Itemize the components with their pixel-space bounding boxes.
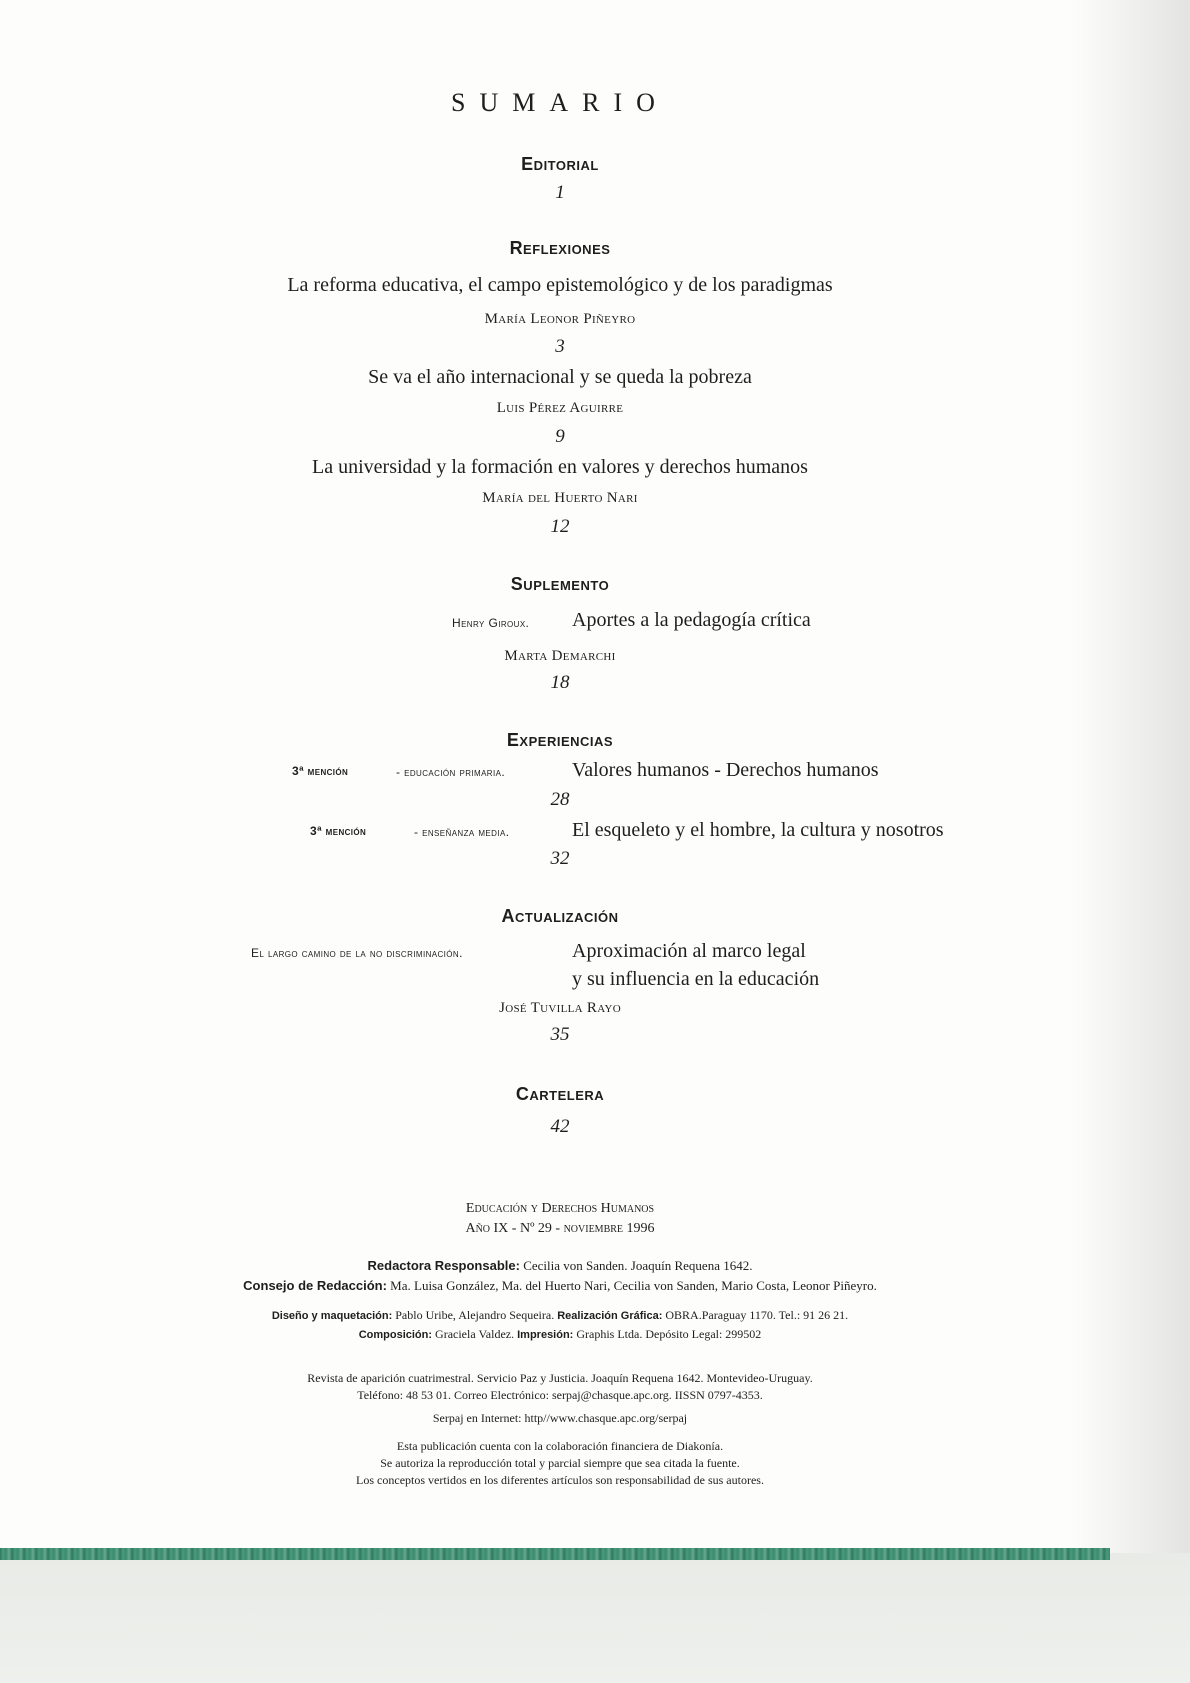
consejo-line bbox=[0, 1277, 1120, 1295]
revista-line1: Revista de aparición cuatrimestral. Servicio Paz y Justicia. Joaquín Requena 1642. Montevideo-Uruguay. bbox=[307, 1371, 813, 1385]
section-cartelera-heading: Cartelera bbox=[515, 1084, 605, 1104]
redactora-label: Redactora Responsable: bbox=[367, 1258, 520, 1273]
article-author: José Tuvilla Rayo bbox=[499, 1000, 621, 1016]
article-title-line2: y su influencia en la educación bbox=[572, 968, 820, 990]
suplemento-label: Henry Giroux. bbox=[452, 616, 530, 630]
impresion-label: Impresión: bbox=[517, 1329, 574, 1341]
article-author: María Leonor Piñeyro bbox=[484, 311, 636, 327]
category-label: - educación primaria. bbox=[396, 765, 506, 779]
editorial-page-number: 1 bbox=[555, 182, 565, 203]
realizacion-label: Realización Gráfica: bbox=[557, 1310, 663, 1322]
article-page-number: 32 bbox=[550, 848, 570, 869]
bottom-margin bbox=[0, 1553, 1190, 1683]
diseno-label: Diseño y maquetación: bbox=[271, 1310, 393, 1322]
article-page-number: 12 bbox=[550, 516, 570, 537]
diseno-value: Pablo Uribe, Alejandro Sequeira. bbox=[395, 1308, 555, 1322]
mention-label: 3ª mención bbox=[310, 824, 367, 838]
article-author: Luis Pérez Aguirre bbox=[496, 400, 624, 416]
realizacion-value: OBRA.Paraguay 1170. Tel.: 91 26 21. bbox=[665, 1308, 849, 1322]
article-title: Se va el año internacional y se queda la pobreza bbox=[368, 366, 752, 388]
section-reflexiones-heading: Reflexiones bbox=[509, 238, 611, 258]
section-suplemento-heading: Suplemento bbox=[510, 574, 610, 594]
section-editorial-heading: Editorial bbox=[521, 154, 599, 174]
actualizacion-label: El largo camino de la no discriminación. bbox=[251, 946, 463, 960]
composicion-line bbox=[0, 1325, 1120, 1344]
article-title: La universidad y la formación en valores y derechos humanos bbox=[312, 456, 808, 478]
article-title: Valores humanos - Derechos humanos bbox=[572, 759, 879, 781]
impresion-value: Graphis Ltda. Depósito Legal: 299502 bbox=[576, 1327, 762, 1341]
consejo-value: Ma. Luisa González, Ma. del Huerto Nari, Cecilia von Sanden, Mario Costa, Leonor Piñeyro. bbox=[390, 1278, 877, 1293]
consejo-label: Consejo de Redacción: bbox=[243, 1278, 387, 1293]
article-title: El esqueleto y el hombre, la cultura y nosotros bbox=[572, 819, 944, 841]
notice-line3: Los conceptos vertidos en los diferentes artículos son responsabilidad de sus autores. bbox=[356, 1473, 764, 1487]
section-experiencias-heading: Experiencias bbox=[506, 730, 614, 750]
issue-info: Año IX - Nº 29 - noviembre 1996 bbox=[465, 1221, 655, 1236]
article-page-number: 28 bbox=[550, 789, 570, 810]
revista-line2: Teléfono: 48 53 01. Correo Electrónico: serpaj@chasque.apc.org. IISSN 0797-4353. bbox=[357, 1388, 763, 1402]
mention-label: 3ª mención bbox=[292, 764, 349, 778]
redactora-value: Cecilia von Sanden. Joaquín Requena 1642. bbox=[523, 1258, 753, 1273]
article-page-number: 9 bbox=[555, 426, 565, 447]
composicion-label: Composición: bbox=[358, 1329, 433, 1341]
composicion-value: Graciela Valdez. bbox=[435, 1327, 515, 1341]
article-author: María del Huerto Nari bbox=[482, 490, 638, 506]
page-title: SUMARIO bbox=[451, 88, 669, 117]
notice-line2: Se autoriza la reproducción total y parcial siempre que sea citada la fuente. bbox=[380, 1456, 740, 1470]
publication-name: Educación y Derechos Humanos bbox=[465, 1201, 655, 1216]
section-actualizacion-heading: Actualización bbox=[501, 906, 619, 926]
article-title: Aportes a la pedagogía crítica bbox=[572, 609, 811, 631]
cover-green-band bbox=[0, 1548, 1110, 1560]
redactora-line bbox=[0, 1257, 1120, 1275]
article-page-number: 18 bbox=[550, 672, 570, 693]
article-title: La reforma educativa, el campo epistemológico y de los paradigmas bbox=[287, 274, 833, 296]
category-label: - enseñanza media. bbox=[414, 825, 510, 839]
article-page-number: 3 bbox=[555, 336, 565, 357]
diseno-line bbox=[0, 1306, 1120, 1325]
article-author: Marta Demarchi bbox=[504, 648, 616, 664]
internet-line: Serpaj en Internet: http//www.chasque.apc.org/serpaj bbox=[432, 1411, 688, 1425]
cartelera-page-number: 42 bbox=[550, 1116, 570, 1137]
notice-line1: Esta publicación cuenta con la colaboración financiera de Diakonía. bbox=[396, 1439, 724, 1453]
article-title-line1: Aproximación al marco legal bbox=[572, 940, 806, 962]
article-page-number: 35 bbox=[550, 1024, 570, 1045]
